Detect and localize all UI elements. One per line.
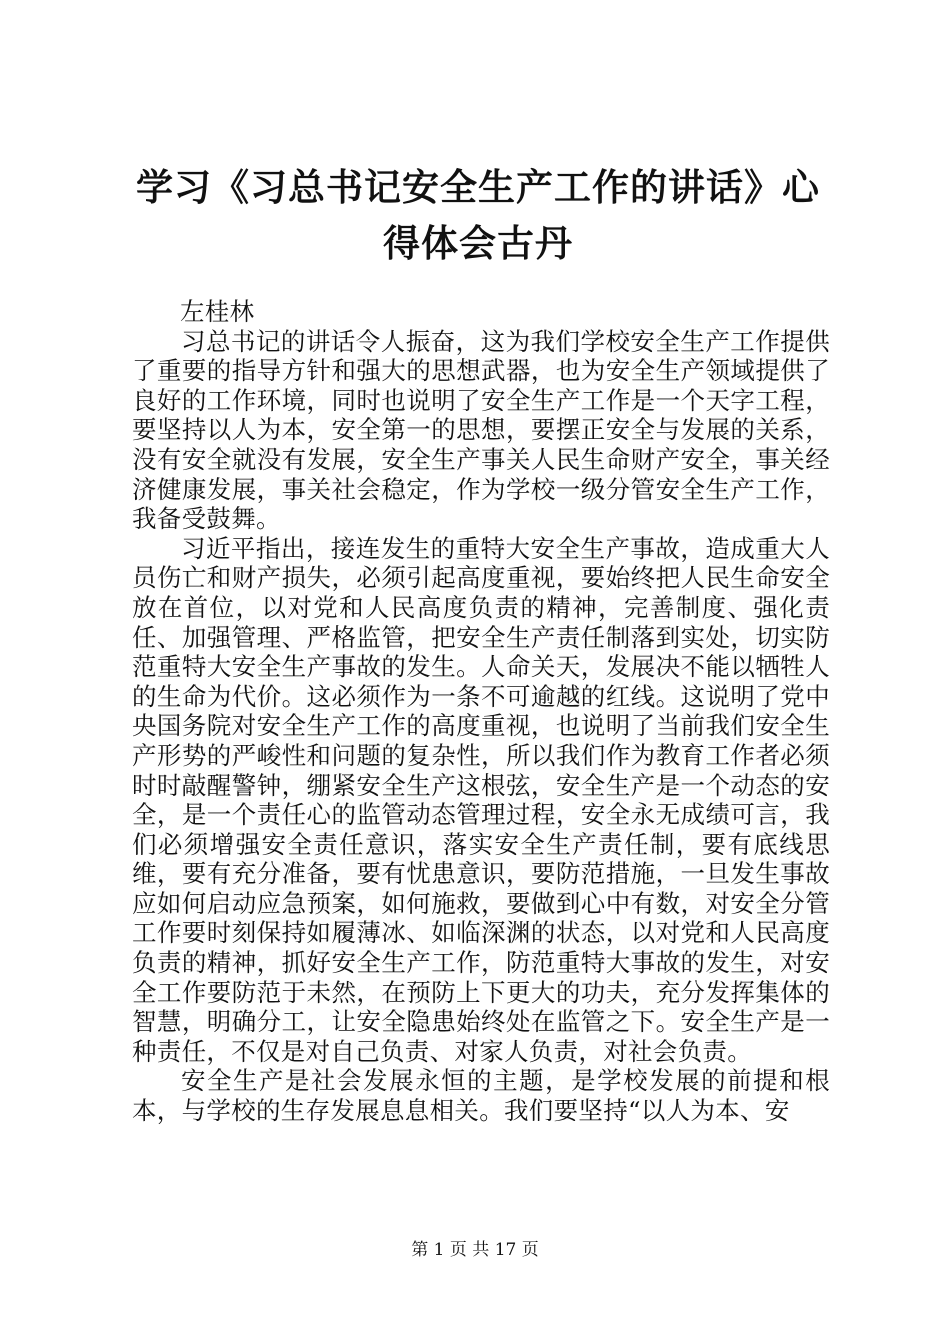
- page-footer: 第 1 页 共 17 页: [411, 1240, 539, 1260]
- paragraph-1: 习总书记的讲话令人振奋，这为我们学校安全生产工作提供了重要的指导方针和强大的思想武器，也为安全生产领域提供了良好的工作环境，同时也说明了安全生产工作是一个天字工程，要坚持以人为本，安全第一的思想，要摆正安全与发展的关系，没有安全就没有发展，安全生产事关人民生命财产安全，事关经济健康发展，事关社会稳定，作为学校一级分管安全生产工作，我备受鼓舞。: [132, 326, 830, 534]
- document-body: [132, 297, 830, 1126]
- author-name: 左桂林: [180, 297, 255, 326]
- document-title: 学习《习总书记安全生产工作的讲话》心得体会古丹: [136, 166, 820, 265]
- paragraph-2: 习近平指出，接连发生的重特大安全生产事故，造成重大人员伤亡和财产损失，必须引起高度重视，要始终把人民生命安全放在首位，以对党和人民高度负责的精神，完善制度、强化责任、加强管理、严格监管，把安全生产责任制落到实处，切实防范重特大安全生产事故的发生。人命关天，发展决不能以牺牲人的生命为代价。这必须作为一条不可逾越的红线。这说明了党中央国务院对安全生产工作的高度重视，也说明了当前我们安全生产形势的严峻性和问题的复杂性，所以我们作为教育工作者必须时时敲醒警钟，绷紧安全生产这根弦，安全生产是一个动态的安全，是一个责任心的监管动态管理过程，安全永无成绩可言，我们必须增强安全责任意识，落实安全生产责任制，要有底线思维，要有充分准备，要有忧患意识，要防范措施，一旦发生事故应如何启动应急预案，如何施救，要做到心中有数，对安全分管工作要时刻保持如履薄冰、如临深渊的状态，以对党和人民高度负责的精神，抓好安全生产工作，防范重特大事故的发生，对安全工作要防范于未然，在预防上下更大的功夫，充分发挥集体的智慧，明确分工，让安全隐患始终处在监管之下。安全生产是一种责任，不仅是对自己负责、对家人负责，对社会负责。: [132, 533, 830, 1066]
- paragraph-3: 安全生产是社会发展永恒的主题，是学校发展的前提和根本，与学校的生存发展息息相关。我们要坚持“以人为本、安: [132, 1066, 830, 1126]
